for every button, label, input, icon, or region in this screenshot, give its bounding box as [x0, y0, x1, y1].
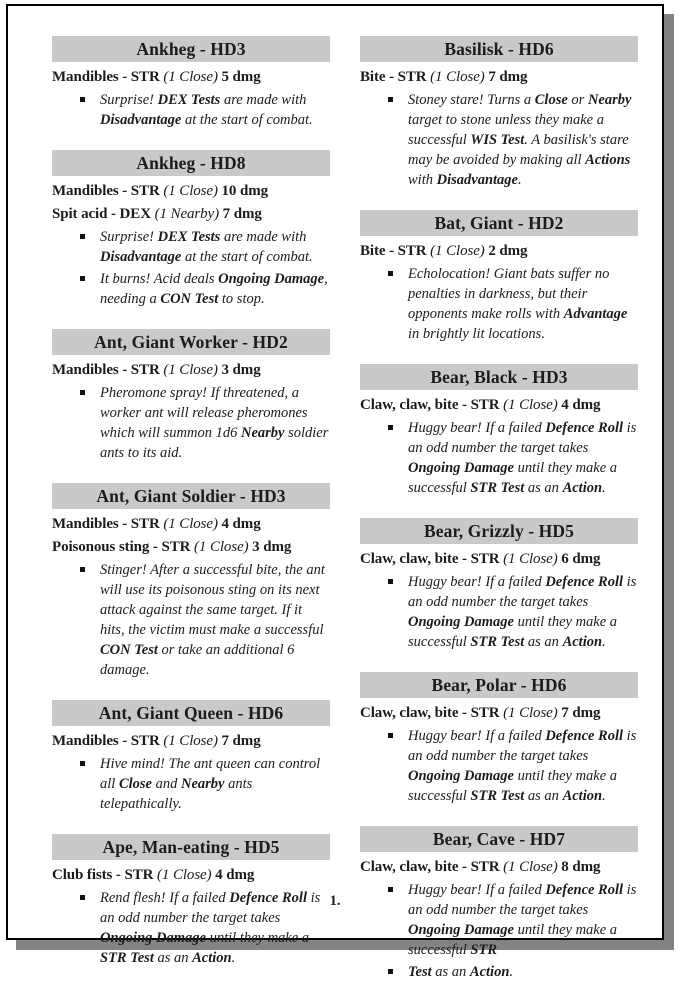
text-run: until they make a successful — [408, 922, 618, 958]
monster-header — [360, 210, 638, 236]
text-run: Huggy bear! If a failed — [408, 882, 546, 898]
text-run: (1 Close) — [430, 243, 485, 259]
text-run: Spit acid - DEX — [52, 206, 155, 222]
text-run: as an — [524, 788, 563, 804]
text-run: Surprise! — [100, 92, 158, 108]
text-run: Echolocation! Giant bats suffer no penalties in darkness, but their opponents make rolls with — [408, 266, 610, 322]
text-run: in brightly lit locations. — [408, 326, 545, 342]
attack-line — [52, 514, 330, 535]
monster-block — [52, 36, 330, 130]
bullet-square-icon — [80, 567, 85, 572]
bullet-square-icon — [388, 97, 393, 102]
text-run: It burns! Acid deals — [100, 271, 219, 287]
trait-item — [360, 726, 638, 806]
text-run: Claw, claw, bite - STR — [360, 397, 504, 413]
text-run: 7 dmg — [484, 69, 528, 85]
text-run: Test — [408, 964, 432, 980]
text-run: Ongoing Damage — [408, 768, 514, 784]
monster-title: Ant, Giant Worker - HD2 — [94, 332, 288, 352]
text-run: Mandibles - STR — [52, 516, 164, 532]
attack-line — [52, 537, 330, 558]
monster-header — [52, 834, 330, 860]
trait-item — [52, 269, 330, 309]
monster-block — [360, 672, 638, 806]
monster-header — [52, 700, 330, 726]
text-run: . — [602, 480, 606, 496]
text-run: is an odd number the target takes — [408, 574, 637, 610]
attack-lines — [360, 67, 638, 88]
text-run: (1 Close) — [163, 183, 218, 199]
monster-header — [52, 150, 330, 176]
attack-line — [52, 731, 330, 752]
text-run: (1 Close) — [503, 705, 558, 721]
text-run: 6 dmg — [557, 551, 601, 567]
bullet-square-icon — [388, 425, 393, 430]
page — [6, 4, 664, 980]
text-run: until they make a — [205, 930, 310, 946]
attack-line — [360, 395, 638, 416]
text-run: to stop. — [218, 291, 265, 307]
text-run: 3 dmg — [248, 539, 292, 555]
text-run: is an odd number the target takes — [100, 890, 321, 926]
text-run: 4 dmg — [211, 867, 255, 883]
attack-line — [52, 865, 330, 886]
text-run: (1 Close) — [503, 551, 558, 567]
text-run: as an — [153, 950, 193, 966]
attack-line — [52, 67, 330, 88]
trait-list — [52, 227, 330, 309]
monster-title: Bear, Polar - HD6 — [431, 675, 567, 695]
text-run: (1 Close) — [163, 362, 218, 378]
text-run: Action — [562, 634, 603, 650]
text-run: . — [602, 634, 606, 650]
text-run: is an odd number the target takes — [408, 420, 637, 456]
text-run: is an odd number the target takes — [408, 728, 637, 764]
text-run: 2 dmg — [484, 243, 528, 259]
text-run: Poisonous sting - STR — [52, 539, 195, 555]
bullet-square-icon — [388, 733, 393, 738]
text-run: as an — [431, 964, 470, 980]
text-run: 8 dmg — [557, 859, 601, 875]
trait-list — [52, 383, 330, 463]
trait-item — [52, 754, 330, 814]
trait-list — [360, 264, 638, 344]
text-run: Close — [534, 92, 568, 108]
attack-lines — [52, 67, 330, 88]
trait-list — [360, 418, 638, 498]
text-run: with — [408, 172, 437, 188]
trait-list — [52, 754, 330, 814]
text-run: Actions — [585, 152, 631, 168]
text-run: (1 Close) — [163, 733, 218, 749]
text-run: Surprise! — [100, 229, 158, 245]
trait-item — [360, 90, 638, 190]
text-run: Ongoing Damage — [408, 922, 514, 938]
text-run: Ongoing Damage — [100, 930, 206, 946]
text-run: Mandibles - STR — [52, 362, 164, 378]
text-run: Ongoing Damage — [408, 460, 514, 476]
text-run: Action — [562, 788, 603, 804]
attack-line — [360, 703, 638, 724]
text-run: Action — [469, 964, 510, 980]
bullet-square-icon — [80, 97, 85, 102]
text-run: (1 Close) — [163, 69, 218, 85]
text-run: target to stone unless they make a successful — [408, 112, 604, 148]
attack-line — [360, 549, 638, 570]
attack-line — [360, 857, 638, 878]
attack-lines — [360, 241, 638, 262]
trait-list — [360, 90, 638, 190]
monster-header — [360, 826, 638, 852]
text-run: (1 Close) — [503, 859, 558, 875]
text-run: Hive mind! The ant queen can control all — [100, 756, 321, 792]
bullet-square-icon — [80, 761, 85, 766]
text-run: Disadvantage — [100, 249, 182, 265]
text-run: and — [151, 776, 181, 792]
attack-line — [52, 181, 330, 202]
text-run: STR Test — [100, 950, 154, 966]
bullet-square-icon — [388, 887, 393, 892]
trait-item — [360, 880, 638, 960]
text-run: at the start of combat. — [181, 249, 313, 265]
text-run: Huggy bear! If a failed — [408, 728, 546, 744]
monster-header — [52, 36, 330, 62]
text-run: ants telepathically. — [100, 776, 253, 812]
monster-header — [360, 518, 638, 544]
column-right — [360, 36, 638, 984]
text-run: 10 dmg — [217, 183, 268, 199]
trait-list — [360, 572, 638, 652]
text-run: Mandibles - STR — [52, 733, 164, 749]
monster-title: Ant, Giant Queen - HD6 — [98, 703, 284, 723]
text-run: STR Test — [470, 480, 525, 496]
text-run: or — [567, 92, 588, 108]
text-run: Defence Roll — [229, 890, 307, 906]
page-number: 1. — [329, 893, 341, 909]
monster-block — [52, 329, 330, 463]
monster-title: Bear, Cave - HD7 — [432, 829, 566, 849]
bullet-square-icon — [80, 234, 85, 239]
text-run: Action — [192, 950, 232, 966]
text-run: . — [509, 964, 514, 980]
text-run: Mandibles - STR — [52, 69, 164, 85]
bullet-square-icon — [80, 276, 85, 281]
attack-line — [52, 204, 330, 225]
text-run: STR Test — [470, 634, 525, 650]
text-run: until they make a successful — [408, 460, 618, 496]
monster-title: Ant, Giant Soldier - HD3 — [96, 486, 286, 506]
text-run: Action — [562, 480, 603, 496]
text-run: Nearby — [180, 776, 225, 792]
text-run: Disadvantage — [436, 172, 518, 188]
text-run: Ongoing Damage — [218, 271, 325, 287]
monster-header — [52, 483, 330, 509]
text-run: 7 dmg — [219, 206, 262, 222]
monster-title: Bear, Black - HD3 — [430, 367, 568, 387]
monster-title: Basilisk - HD6 — [444, 39, 554, 59]
monster-block — [52, 150, 330, 309]
text-run: CON Test — [160, 291, 219, 307]
bullet-square-icon — [388, 271, 393, 276]
text-run: Defence Roll — [545, 882, 624, 898]
trait-item — [360, 962, 638, 982]
attack-lines — [52, 360, 330, 381]
text-run: Disadvantage — [100, 112, 182, 128]
trait-item — [360, 264, 638, 344]
attack-lines — [360, 549, 638, 570]
monster-title: Ankheg - HD3 — [136, 39, 246, 59]
text-run: (1 Close) — [430, 69, 485, 85]
attack-lines — [52, 514, 330, 558]
text-run: or take an additional 6 damage. — [100, 642, 295, 678]
text-run: 7 dmg — [217, 733, 261, 749]
text-run: Claw, claw, bite - STR — [360, 859, 504, 875]
text-run: (1 Close) — [194, 539, 249, 555]
text-run: (1 Close) — [157, 867, 212, 883]
attack-lines — [360, 857, 638, 878]
text-run: 5 dmg — [217, 69, 261, 85]
text-run: . A basilisk's stare may be avoided by making all — [408, 132, 629, 168]
monster-block — [52, 700, 330, 814]
bullet-square-icon — [80, 390, 85, 395]
text-run: Bite - STR — [360, 243, 431, 259]
text-run: until they make a successful — [408, 768, 618, 804]
attack-line — [360, 67, 638, 88]
text-run: . — [517, 172, 522, 188]
trait-list — [52, 90, 330, 130]
text-run: STR — [470, 942, 498, 958]
text-run: Claw, claw, bite - STR — [360, 551, 504, 567]
attack-line — [360, 241, 638, 262]
attack-lines — [52, 731, 330, 752]
bullet-square-icon — [388, 969, 393, 974]
text-run: 3 dmg — [217, 362, 261, 378]
text-run: CON Test — [100, 642, 158, 658]
trait-item — [52, 227, 330, 267]
text-run: DEX Tests — [157, 92, 221, 108]
column-left — [52, 36, 330, 984]
monster-block — [360, 518, 638, 652]
attack-lines — [52, 865, 330, 886]
monster-block — [360, 210, 638, 344]
text-run: WIS Test — [470, 132, 525, 148]
text-run: Nearby — [587, 92, 632, 108]
text-run: until they make a successful — [408, 614, 618, 650]
text-run: Nearby — [240, 425, 285, 441]
text-run: (1 Close) — [163, 516, 218, 532]
text-run: DEX Tests — [157, 229, 221, 245]
monster-header — [360, 672, 638, 698]
text-run: STR Test — [470, 788, 525, 804]
text-run: at the start of combat. — [181, 112, 313, 128]
text-run: as an — [524, 634, 563, 650]
trait-list — [52, 560, 330, 680]
text-run: 4 dmg — [217, 516, 261, 532]
monster-header — [360, 364, 638, 390]
text-run: Pheromone spray! If threatened, a worker ant will release pheromones which will summon 1d6 — [100, 385, 308, 441]
monster-block — [360, 364, 638, 498]
text-run: are made with — [220, 92, 307, 108]
page-content — [8, 6, 662, 984]
monster-block — [52, 483, 330, 680]
trait-item — [360, 418, 638, 498]
text-run: Bite - STR — [360, 69, 431, 85]
text-run: as an — [524, 480, 563, 496]
attack-line — [52, 360, 330, 381]
monster-block — [360, 36, 638, 190]
trait-list — [360, 726, 638, 806]
text-run: Close — [118, 776, 152, 792]
text-run: Defence Roll — [545, 420, 624, 436]
text-run: . — [602, 788, 606, 804]
text-run: Club fists - STR — [52, 867, 157, 883]
text-run: 7 dmg — [557, 705, 601, 721]
monster-header — [52, 329, 330, 355]
text-run: Defence Roll — [545, 728, 624, 744]
bullet-square-icon — [388, 579, 393, 584]
text-run: . — [231, 950, 236, 966]
text-run: , needing a — [100, 271, 328, 307]
text-run: is an odd number the target takes — [408, 882, 637, 918]
trait-item — [360, 572, 638, 652]
text-run: Advantage — [563, 306, 628, 322]
text-run: Huggy bear! If a failed — [408, 420, 546, 436]
monster-title: Bear, Grizzly - HD5 — [424, 521, 574, 541]
text-run: Huggy bear! If a failed — [408, 574, 546, 590]
text-run: soldier ants to its aid. — [100, 425, 329, 461]
text-run: Ongoing Damage — [408, 614, 514, 630]
text-run: Claw, claw, bite - STR — [360, 705, 504, 721]
text-run: Mandibles - STR — [52, 183, 164, 199]
monster-header — [360, 36, 638, 62]
text-run: (1 Close) — [503, 397, 558, 413]
attack-lines — [360, 395, 638, 416]
text-run: Defence Roll — [545, 574, 624, 590]
text-run: Rend flesh! If a failed — [100, 890, 230, 906]
text-run: are made with — [220, 229, 307, 245]
text-run: Stoney stare! Turns a — [408, 92, 535, 108]
text-run: Stinger! After a successful bite, the ant will use its poisonous sting on its next attack against the same target. If it hits, the victim must make a successful — [100, 562, 325, 638]
monster-title: Ankheg - HD8 — [136, 153, 246, 173]
text-run: (1 Nearby) — [154, 206, 219, 222]
text-run: 4 dmg — [557, 397, 601, 413]
trait-item — [52, 90, 330, 130]
monster-title: Bat, Giant - HD2 — [434, 213, 564, 233]
trait-item — [52, 383, 330, 463]
attack-lines — [52, 181, 330, 225]
monster-title: Ape, Man-eating - HD5 — [102, 837, 280, 857]
trait-item — [52, 560, 330, 680]
attack-lines — [360, 703, 638, 724]
